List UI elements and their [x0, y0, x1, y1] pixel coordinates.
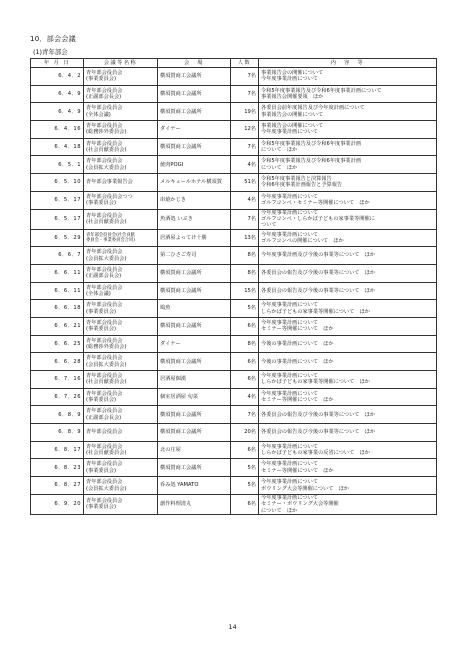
row-venue: 横須賀商工会議所: [158, 138, 231, 156]
row-venue: 横須賀商工会議所: [158, 264, 231, 282]
row-meeting-name: [84, 371, 158, 389]
row-count: 5名: [231, 459, 259, 477]
row-content: [259, 406, 437, 424]
row-content: [259, 477, 437, 495]
row-meeting-name: [84, 317, 158, 335]
row-content: [259, 68, 437, 86]
row-content: [259, 371, 437, 389]
meeting-name-line: 青年部会役員会つつ: [86, 193, 133, 200]
content-line: 今年度事業計画について: [261, 129, 318, 136]
meeting-name-line: (事業委員会): [86, 76, 116, 83]
table-row: [31, 300, 437, 318]
row-venue: ダイナー: [158, 335, 231, 353]
row-venue: 横須賀商工会議所: [158, 68, 231, 86]
meeting-name-line: (事業委員会): [86, 200, 116, 207]
meetings-table: [30, 58, 437, 515]
content-line: について ほか: [261, 147, 298, 154]
row-meeting-name: [84, 209, 158, 229]
content-line: 今年度事業計画について: [261, 390, 318, 397]
row-count: 4名: [231, 156, 259, 174]
row-count: 7名: [231, 68, 259, 86]
row-content: [259, 441, 437, 459]
meeting-name-line: 青年部会役員会: [86, 140, 123, 147]
meeting-name-line: 青年部会役員会: [86, 337, 123, 344]
meeting-name-line: (事業委員会): [86, 308, 116, 315]
meeting-name-line: 青年部会役員会: [86, 266, 123, 273]
table-row: [31, 247, 437, 265]
row-venue: メルキュールホテル横須賀: [158, 174, 231, 192]
row-count: 20名: [231, 424, 259, 442]
meeting-name-line: 青年部会役員会: [86, 408, 123, 415]
row-venue: 創作料理清丸: [158, 494, 231, 514]
meeting-name-line: 青年部会事業報告会: [86, 179, 133, 186]
table-row: [31, 459, 437, 477]
row-venue: 魚酒処 いぶき: [158, 209, 231, 229]
meeting-name-line: 青年部会役員会: [86, 249, 123, 256]
row-venue: 北の庄屋: [158, 441, 231, 459]
row-meeting-name: [84, 406, 158, 424]
content-line: 今年度事業計画について: [261, 319, 318, 326]
meeting-name-line: (総務渉外委員会): [86, 344, 127, 350]
meeting-name-line: 青年部会役員会: [86, 319, 123, 326]
row-count: 19名: [231, 103, 259, 121]
row-meeting-name: [84, 121, 158, 139]
meeting-name-line: (社会貢献委員会): [86, 219, 127, 226]
content-line: しらかば子どもの家事業等開催について ほか: [261, 379, 370, 386]
row-meeting-name: [84, 353, 158, 371]
content-line: 事業報告会の開催について: [261, 123, 324, 130]
row-content: [259, 424, 437, 442]
header-count: 人数: [231, 59, 259, 68]
content-line: 今年度事業計画について: [261, 479, 318, 486]
content-line: 事業報告会開催要領 ほか: [261, 94, 324, 101]
table-row: [31, 191, 437, 209]
table-row: [31, 406, 437, 424]
row-venue: 居酒屋よってけ十勝: [158, 229, 231, 247]
row-count: 8名: [231, 247, 259, 265]
content-line: 令和5年度事業報告及び令和6年度事業計画: [261, 140, 361, 147]
row-date: 6．7．26: [31, 388, 84, 406]
row-content: [259, 388, 437, 406]
content-line: しらかば子どもの家事業の反省について ほか: [261, 450, 370, 457]
row-meeting-name: [84, 68, 158, 86]
table-row: [31, 282, 437, 300]
table-row: [31, 138, 437, 156]
meeting-name-line: 青年部会役員会: [86, 158, 123, 165]
content-line: セミナー等開催について ほか: [261, 397, 334, 404]
content-line: 今年度事業計画について: [261, 231, 318, 238]
table-row: [31, 494, 437, 514]
content-line: について ほか: [261, 507, 298, 514]
row-date: 6．4．9: [31, 85, 84, 103]
row-count: 4名: [231, 191, 259, 209]
table-row: [31, 209, 437, 229]
meeting-name-line: 青年部会役員会(社会貢献: [86, 232, 135, 238]
row-count: 6名: [231, 441, 259, 459]
row-count: 13名: [231, 229, 259, 247]
row-content: [259, 317, 437, 335]
row-content: [259, 103, 437, 121]
table-row: [31, 424, 437, 442]
page-number: 14: [228, 623, 237, 631]
row-date: 6．6．28: [31, 353, 84, 371]
meeting-name-line: (会員拡大委員会): [86, 164, 127, 171]
meeting-name-line: (社会貢献委員会): [86, 379, 127, 386]
content-line: 今年度事業計画及び今後の事業等について ほか: [261, 252, 376, 259]
row-date: 6．5．1: [31, 156, 84, 174]
row-count: 7名: [231, 138, 259, 156]
row-content: [259, 121, 437, 139]
content-line: ゴルフコンペ・しらかば子どもの家事業等開催に: [261, 215, 375, 222]
row-date: 6．5．17: [31, 191, 84, 209]
content-line: セミナー等開催について ほか: [261, 326, 334, 333]
meeting-name-line: (事業委員会): [86, 326, 116, 333]
table-row: [31, 317, 437, 335]
content-line: 各委員会の報告及び今後の事業等について ほか: [261, 411, 376, 418]
content-line: 今年度事業計画について: [261, 302, 318, 309]
row-content: [259, 191, 437, 209]
row-content: [259, 282, 437, 300]
meeting-name-line: (正副部会長会): [86, 94, 122, 101]
row-venue: ダイナー: [158, 121, 231, 139]
table-row: [31, 156, 437, 174]
meeting-name-line: 青年部会役員会: [86, 390, 123, 397]
row-date: 6．5．29: [31, 229, 84, 247]
content-line: 今年度事業計画について: [261, 209, 318, 216]
content-line: しらかば子どもの家事業等開催について ほか: [261, 308, 370, 315]
row-count: 5名: [231, 477, 259, 495]
table-body: [31, 68, 437, 515]
row-venue: 横須賀商工会議所: [158, 282, 231, 300]
content-line: 令和6年度事業計画報告と予算報告: [261, 182, 343, 189]
row-venue: 鳩魚: [158, 300, 231, 318]
row-venue: 焼肉POGI: [158, 156, 231, 174]
meeting-name-line: 青年部会役員会: [86, 479, 123, 486]
header-venue: 会 場: [158, 59, 231, 68]
meeting-name-line: (総務渉外委員会): [86, 129, 127, 136]
row-date: 6．4．18: [31, 138, 84, 156]
row-count: 6名: [231, 353, 259, 371]
row-venue: 居酒屋個漢: [158, 371, 231, 389]
section-title: 10．部会会議: [30, 35, 77, 43]
row-content: [259, 494, 437, 514]
row-meeting-name: [84, 191, 158, 209]
row-count: 12名: [231, 121, 259, 139]
meeting-name-line: 青年部会役員会: [86, 355, 123, 362]
content-line: セミナー・ボウリング大会等開催: [261, 501, 339, 508]
content-line: 各委員会の報告及び今後の事業等について ほか: [261, 429, 376, 436]
row-count: 6名: [231, 317, 259, 335]
content-line: 今年度事業計画について: [261, 494, 318, 501]
row-content: [259, 85, 437, 103]
row-venue: 横須賀商工会議所: [158, 406, 231, 424]
row-venue: 呑み処 YAMATO: [158, 477, 231, 495]
meeting-name-line: (正副部会長会): [86, 273, 122, 280]
row-meeting-name: [84, 424, 158, 442]
content-line: セミナー等開催について ほか: [261, 467, 334, 474]
row-venue: 第二ひさご寿司: [158, 247, 231, 265]
meeting-name-line: (会員拡大委員会): [86, 255, 127, 262]
row-meeting-name: [84, 477, 158, 495]
row-count: 15名: [231, 282, 259, 300]
row-meeting-name: [84, 138, 158, 156]
row-count: 7名: [231, 209, 259, 229]
row-venue: 串焼かじき: [158, 191, 231, 209]
row-count: 4名: [231, 388, 259, 406]
table-row: [31, 85, 437, 103]
row-venue: 横須賀商工会議所: [158, 85, 231, 103]
row-content: [259, 353, 437, 371]
row-date: 6．4．2: [31, 68, 84, 86]
row-venue: 横須賀商工会議所: [158, 459, 231, 477]
table-row: [31, 388, 437, 406]
row-meeting-name: [84, 156, 158, 174]
row-content: [259, 229, 437, 247]
row-meeting-name: [84, 459, 158, 477]
meeting-name-line: (会員拡大委員会): [86, 485, 127, 492]
row-date: 6．6．21: [31, 317, 84, 335]
row-content: [259, 138, 437, 156]
row-content: [259, 300, 437, 318]
subsection-title: (1)青年部会: [33, 48, 68, 56]
table-row: [31, 68, 437, 86]
row-date: 6．4．16: [31, 121, 84, 139]
meeting-name-line: 青年部会役員会: [86, 212, 123, 219]
content-line: について ほか: [261, 164, 298, 171]
content-line: 各委員会前年度報告及び今年度計画について: [261, 105, 365, 112]
meeting-name-line: 青年部会役員会: [86, 498, 123, 505]
content-line: 今年度事業計画について: [261, 193, 318, 200]
row-venue: 横須賀商工会議所: [158, 317, 231, 335]
row-count: 7名: [231, 406, 259, 424]
table-row: [31, 335, 437, 353]
content-line: ゴルフコンペの開催について ほか: [261, 237, 344, 244]
table-row: [31, 371, 437, 389]
meeting-name-line: 青年部会役員会: [86, 443, 123, 450]
row-meeting-name: [84, 441, 158, 459]
meeting-name-line: 青年部会役員会: [86, 302, 123, 309]
row-date: 6．8．9: [31, 406, 84, 424]
content-line: 今年度事業計画について: [261, 373, 318, 380]
content-line: 各委員会の報告及び今後の事業等について ほか: [261, 270, 376, 277]
row-date: 6．6．11: [31, 264, 84, 282]
header-meeting-name: 会議等名称: [84, 59, 158, 68]
row-date: 6．5．17: [31, 209, 84, 229]
meeting-name-line: (会員拡大委員会): [86, 361, 127, 368]
meeting-name-line: 委員会・事業委員会合同): [86, 237, 135, 243]
row-meeting-name: [84, 85, 158, 103]
row-date: 6．7．16: [31, 371, 84, 389]
row-meeting-name: [84, 247, 158, 265]
meeting-name-line: (全体会議): [86, 290, 111, 297]
row-venue: 横須賀商工会議所: [158, 424, 231, 442]
row-meeting-name: [84, 103, 158, 121]
row-date: 6．6．7: [31, 247, 84, 265]
row-content: [259, 459, 437, 477]
content-line: 今年度事業計画について: [261, 461, 318, 468]
table-row: [31, 441, 437, 459]
row-venue: 個室居酒屋 旬菜: [158, 388, 231, 406]
meeting-name-line: (社会貢献委員会): [86, 450, 127, 457]
row-count: 5名: [231, 300, 259, 318]
meeting-name-line: (全体会議): [86, 111, 111, 118]
meeting-name-line: (事業委員会): [86, 397, 116, 404]
row-meeting-name: [84, 282, 158, 300]
content-line: 事業報告会の開催について: [261, 70, 324, 76]
content-line: 令和5年度事業報告及び令和6年度事業計画について: [261, 87, 382, 94]
meeting-name-line: 青年部会役員会: [86, 123, 123, 130]
content-line: 各委員会の報告及び今後の事業等について ほか: [261, 287, 376, 294]
meeting-name-line: (正副部会長会): [86, 414, 122, 421]
meeting-name-line: 青年部会役員会: [86, 87, 123, 94]
row-meeting-name: [84, 335, 158, 353]
row-content: [259, 174, 437, 192]
row-date: 6．8．27: [31, 477, 84, 495]
content-line: 今後の事業計画について ほか: [261, 340, 334, 347]
table-row: [31, 103, 437, 121]
row-date: 6．5．10: [31, 174, 84, 192]
row-content: [259, 335, 437, 353]
table-row: [31, 264, 437, 282]
row-date: 6．4．9: [31, 103, 84, 121]
table-header-row: [31, 59, 437, 68]
row-meeting-name: [84, 174, 158, 192]
meeting-name-line: 青年部会役員会: [86, 70, 123, 76]
row-count: 6名: [231, 494, 259, 514]
row-venue: 横須賀商工会議所: [158, 103, 231, 121]
row-date: 6．6．11: [31, 282, 84, 300]
row-content: [259, 156, 437, 174]
meeting-name-line: (事業委員会): [86, 504, 116, 511]
row-content: [259, 264, 437, 282]
row-venue: 横須賀商工会議所: [158, 353, 231, 371]
row-date: 6．8．17: [31, 441, 84, 459]
content-line: 今年度事業計画について: [261, 443, 318, 450]
content-line: 今年度事業計画について: [261, 76, 318, 83]
row-count: 6名: [231, 371, 259, 389]
row-date: 6．9．20: [31, 494, 84, 514]
row-meeting-name: [84, 229, 158, 247]
meeting-name-line: 青年部会役員会: [86, 429, 123, 436]
table-row: [31, 477, 437, 495]
row-date: 6．8．23: [31, 459, 84, 477]
table-row: [31, 353, 437, 371]
header-content: 内 容 等: [259, 59, 437, 68]
table-row: [31, 229, 437, 247]
content-line: 令和5年度事業報告と決算報告: [261, 176, 332, 183]
meeting-name-line: 青年部会役員会: [86, 461, 123, 468]
content-line: ついて: [261, 222, 277, 229]
row-count: 8名: [231, 335, 259, 353]
meeting-name-line: 青年部会役員会: [86, 373, 123, 380]
content-line: 事業報告会の開催について: [261, 111, 324, 118]
row-count: 51名: [231, 174, 259, 192]
meeting-name-line: (事業委員会): [86, 467, 116, 474]
row-meeting-name: [84, 388, 158, 406]
row-meeting-name: [84, 300, 158, 318]
header-date: 年 月 日: [31, 59, 84, 68]
content-line: 今後の事業計画について ほか: [261, 358, 334, 365]
content-line: ボウリング大会等開催について ほか: [261, 485, 349, 492]
row-count: 7名: [231, 85, 259, 103]
meeting-name-line: (社会貢献委員会): [86, 147, 127, 154]
meeting-name-line: 青年部会役員会: [86, 105, 123, 112]
content-line: 令和5年度事業報告及び令和6年度事業計画: [261, 158, 361, 165]
row-content: [259, 209, 437, 229]
table-row: [31, 174, 437, 192]
row-content: [259, 247, 437, 265]
content-line: ゴルフコンペ・セミナー等開催について ほか: [261, 200, 370, 207]
row-meeting-name: [84, 494, 158, 514]
table-row: [31, 121, 437, 139]
row-date: 6．6．18: [31, 300, 84, 318]
meeting-name-line: 青年部会役員会: [86, 284, 123, 291]
row-count: 8名: [231, 264, 259, 282]
row-meeting-name: [84, 264, 158, 282]
row-date: 6．6．25: [31, 335, 84, 353]
row-date: 6．8．9: [31, 424, 84, 442]
